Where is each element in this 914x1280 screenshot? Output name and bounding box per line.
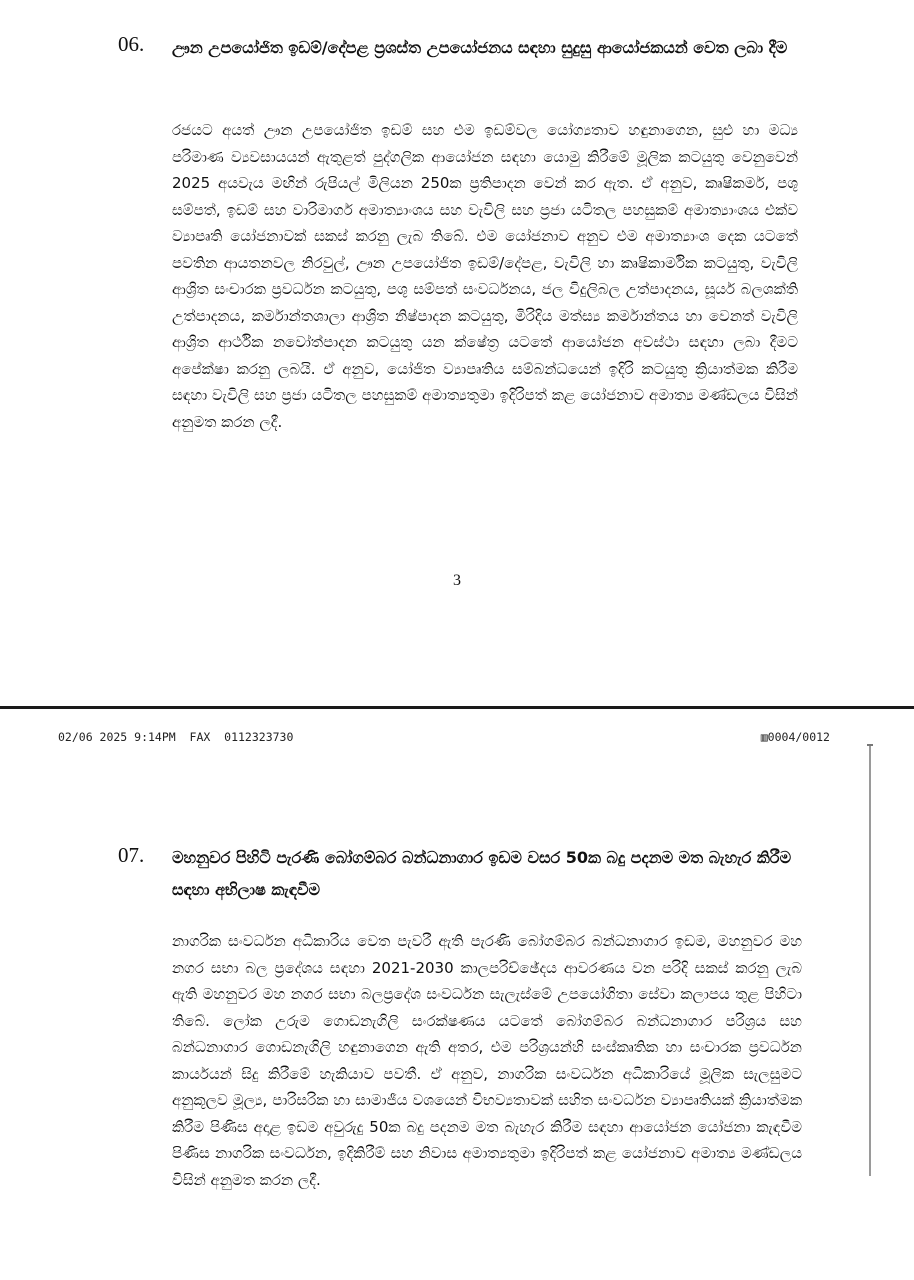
scan-edge-mark: [869, 746, 871, 1176]
section-body: නාගරික සංවර්ධන අධිකාරිය වෙත පැවරී ඇති පැරණි බෝගම්බර බන්ධනාගාර ඉඩම, මහනුවර මහ නගර සභා බල ප්‍රදේශය සඳහා 2021-2030 කාලපරිච්ඡේදය ආවරණය වන පරිදි සකස් කරනු ලැබ ඇති මහනුවර මහ නගර සභා බලප්‍රදේශ සංවර්ධන සැලැස්මේ උපයෝගිතා සේවා කලාපය තුළ පිහිටා තිබේ. ලෝක උරුම ගොඩනැගිලි සංරක්ෂණය යටතේ බෝගම්බර බන්ධනාගාර පරිශ්‍රය සහ බන්ධනාගාර ගොඩනැගිලි හඳුනාගෙන ඇති අතර, එම පරිශ්‍රයන්හි සංස්කෘතික හා සංචාරක ප්‍රවර්ධන කාර්යයන් සිදු කිරීමේ හැකියාව පවතී. ඒ අනුව, නාගරික සංවර්ධන අධිකාරියේ මූලික සැලසුමට අනුකූලව මූල්‍ය, පාරිසරික හා සාමාජීය වශයෙන් විභව්‍යතාවක් සහිත සංවර්ධන ව්‍යාපෘතියක් ක්‍රියාත්මක කිරීම පිණිස අදාළ ඉඩම අවුරුදු 50ක බදු පදනම මත බැහැර කිරීම සඳහා ආයෝජන යෝජනා කැඳවීම පිණිස නාගරික සංවර්ධන, ඉදිකිරීම් සහ නිවාස අමාත්‍යතුමා ඉදිරිපත් කළ යෝජනාව අමාත්‍ය මණ්ඩලය විසින් අනුමත කරන ලදී.: [172, 932, 802, 1189]
section-title: මහනුවර පිහිටි පැරණි බෝගම්බර බන්ධනාගාර ඉඩම වසර 50ක බදු පදනම මත බැහැර කිරීම සඳහා අභිලාෂ කැඳවීම: [172, 848, 792, 899]
section-title: ඌන උපයෝජිත ඉඩම්/දේපළ ප්‍රශස්ත උපයෝජනය සඳහා සුදුසු ආයෝජකයන් වෙත ලබා දීම: [172, 38, 788, 57]
fax-header-info: 02/06 2025 9:14PM FAX 0112323730: [58, 730, 294, 744]
section-number: 06.: [118, 32, 145, 56]
page-divider: [0, 706, 914, 709]
fax-page-counter: ▥0004/0012: [760, 730, 830, 744]
page-number: 3: [453, 572, 461, 589]
section-body: රජයට අයත් ඌන උපයෝජිත ඉඩම් සහ එම ඉඩම්වල යෝග්‍යතාව හඳුනාගෙන, සුළු හා මධ්‍ය පරිමාණ ව්‍යවසායයන් ඇතුළත් පුද්ගලික ආයෝජන සඳහා යොමු කිරීමේ මූලික කටයුතු වෙනුවෙන් 2025 අයවැය මඟින් රුපියල් මිලියන 250ක ප්‍රතිපාදන වෙන් කර ඇත. ඒ අනුව, කෘෂිකර්ම, පශු සම්පත්, ඉඩම් සහ වාරිමාර්ග අමාත්‍යාංශය සහ වැවිලි සහ ප්‍රජා යටිතල පහසුකම් අමාත්‍යාංශය එක්ව ව්‍යාපෘති යෝජනාවක් සකස් කරනු ලැබ තිබේ. එම යෝජනාව අනුව එම අමාත්‍යාංශ දෙක යටතේ පවතින ආයතනවල නිරවුල්, ඌන උපයෝජිත ඉඩම්/දේපළ, වැවිලි හා කෘෂිකාර්මික කටයුතු, වැවිලි ආශ්‍රිත සංචාරක ප්‍රවර්ධන කටයුතු, පශු සම්පත් සංවර්ධනය, ජල විදුලිබල උත්පාදනය, සූර්ය බලශක්ති උත්පාදනය, කර්මාන්තශාලා ආශ්‍රිත නිෂ්පාදන කටයුතු, මිරිදිය මත්ස්‍ය කර්මාන්තය හා වෙනත් වැවිලි ආශ්‍රිත ආර්ථික නවෝත්පාදන කටයුතු යන ක්ෂේත්‍ර යටතේ ආයෝජන අවස්ථා සඳහා ලබා දීමට අපේක්ෂා කරනු ලබයි. ඒ අනුව, යෝජිත ව්‍යාපෘතිය සම්බන්ධයෙන් ඉදිරි කටයුතු ක්‍රියාත්මක කිරීම සඳහා වැවිලි සහ ප්‍රජා යටිතල පහසුකම් අමාත්‍යතුමා ඉදිරිපත් කළ යෝජනාව අමාත්‍ය මණ්ඩලය විසින් අනුමත කරන ලදී.: [172, 121, 798, 431]
section-number: 07.: [118, 843, 145, 867]
